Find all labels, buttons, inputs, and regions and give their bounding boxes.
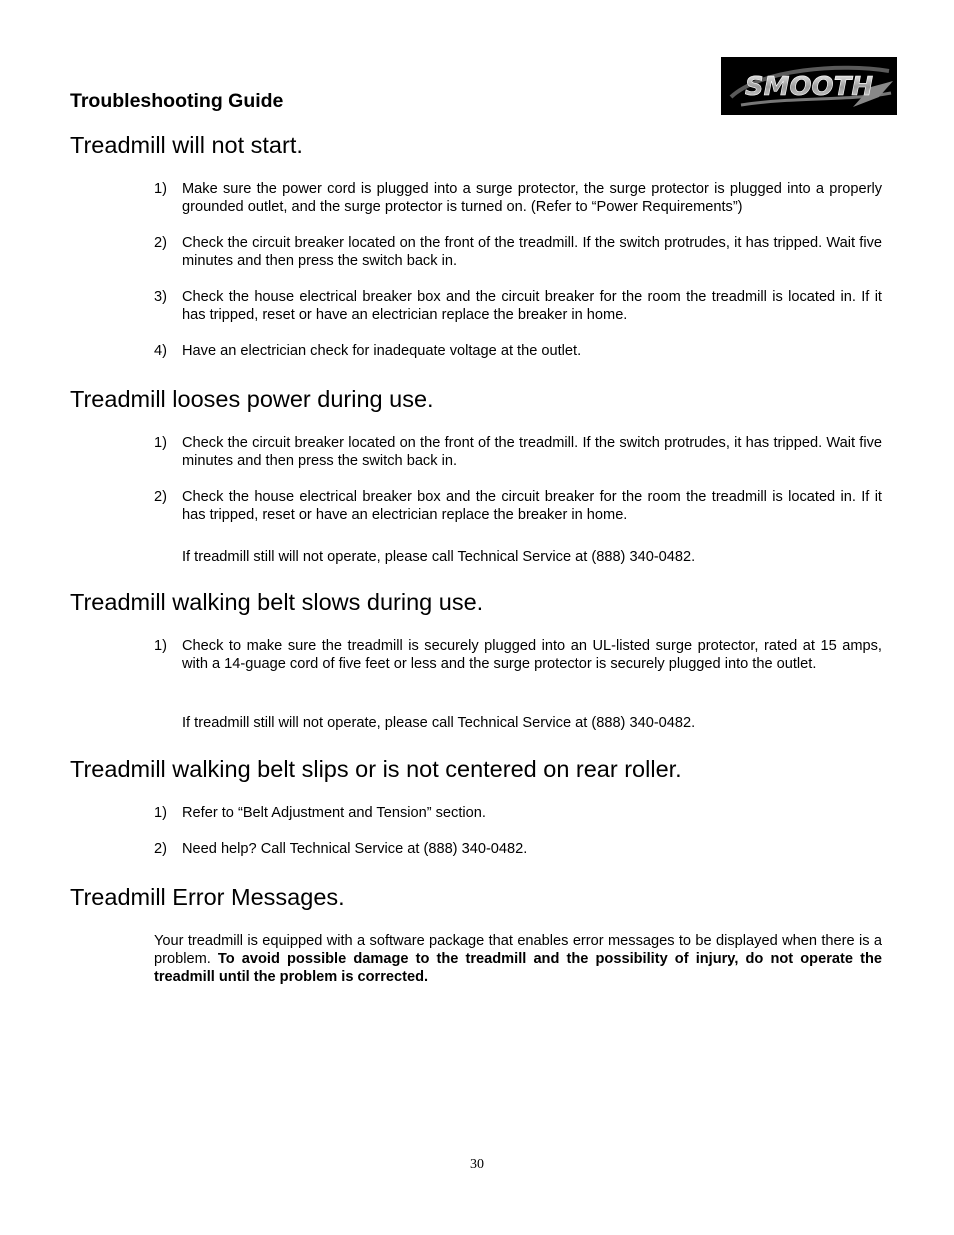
step-list bbox=[154, 804, 882, 876]
section-heading: Treadmill walking belt slows during use. bbox=[70, 589, 484, 615]
error-messages-paragraph bbox=[154, 932, 882, 986]
list-item bbox=[154, 434, 882, 470]
item-text: Check to make sure the treadmill is securely plugged into an UL-listed surge protector, rated at 15 amps, with a 14-guage cord of five feet or less and the surge protector is securely plugged into the outlet. bbox=[182, 638, 882, 672]
section-heading: Treadmill will not start. bbox=[70, 132, 303, 158]
item-number: 4) bbox=[154, 343, 167, 359]
list-item bbox=[154, 342, 882, 360]
list-item bbox=[154, 637, 882, 673]
item-text: Check the house electrical breaker box and the circuit breaker for the room the treadmill is located in. If it has tripped, reset or have an electrician replace the breaker in home. bbox=[182, 489, 882, 523]
paragraph-text: Your treadmill is equipped with a software package that enables error messages to be displayed when there is a problem. bbox=[154, 933, 882, 967]
item-text: Refer to “Belt Adjustment and Tension” section. bbox=[182, 805, 486, 821]
page-title: Troubleshooting Guide bbox=[70, 90, 284, 112]
item-text: Need help? Call Technical Service at (888) 340-0482. bbox=[182, 841, 528, 857]
item-number: 3) bbox=[154, 289, 167, 305]
item-number: 1) bbox=[154, 435, 167, 451]
logo-text: SMOOTH bbox=[744, 72, 874, 102]
item-number: 2) bbox=[154, 235, 167, 251]
item-number: 1) bbox=[154, 181, 167, 197]
service-note: If treadmill still will not operate, please call Technical Service at (888) 340-0482. bbox=[182, 715, 696, 731]
page-number: 30 bbox=[470, 1157, 484, 1172]
item-text: Make sure the power cord is plugged into a surge protector, the surge protector is plugged into a properly grounded outlet, and the surge protector is turned on. (Refer to “Power Requirements”) bbox=[182, 181, 882, 215]
item-text: Check the house electrical breaker box and the circuit breaker for the room the treadmill is located in. If it has tripped, reset or have an electrician replace the breaker in home. bbox=[182, 289, 882, 323]
list-item bbox=[154, 804, 882, 822]
item-number: 2) bbox=[154, 841, 167, 857]
item-number: 2) bbox=[154, 489, 167, 505]
list-item bbox=[154, 288, 882, 324]
step-list bbox=[154, 180, 882, 378]
list-item bbox=[154, 840, 882, 858]
item-number: 1) bbox=[154, 638, 167, 654]
step-list bbox=[154, 637, 882, 691]
list-item bbox=[154, 234, 882, 270]
item-number: 1) bbox=[154, 805, 167, 821]
item-text: Check the circuit breaker located on the front of the treadmill. If the switch protrudes, it has tripped. Wait five minutes and then press the switch back in. bbox=[182, 235, 882, 269]
step-list bbox=[154, 434, 882, 542]
section-heading: Treadmill Error Messages. bbox=[70, 884, 345, 910]
service-note: If treadmill still will not operate, please call Technical Service at (888) 340-0482. bbox=[182, 549, 696, 565]
section-heading: Treadmill looses power during use. bbox=[70, 386, 434, 412]
smooth-logo bbox=[721, 57, 897, 115]
item-text: Check the circuit breaker located on the front of the treadmill. If the switch protrudes, it has tripped. Wait five minutes and then press the switch back in. bbox=[182, 435, 882, 469]
item-text: Have an electrician check for inadequate voltage at the outlet. bbox=[182, 343, 582, 359]
list-item bbox=[154, 488, 882, 524]
section-heading: Treadmill walking belt slips or is not centered on rear roller. bbox=[70, 756, 682, 782]
warning-text: To avoid possible damage to the treadmill and the possibility of injury, do not operate the treadmill until the problem is corrected. bbox=[154, 951, 882, 985]
list-item bbox=[154, 180, 882, 216]
